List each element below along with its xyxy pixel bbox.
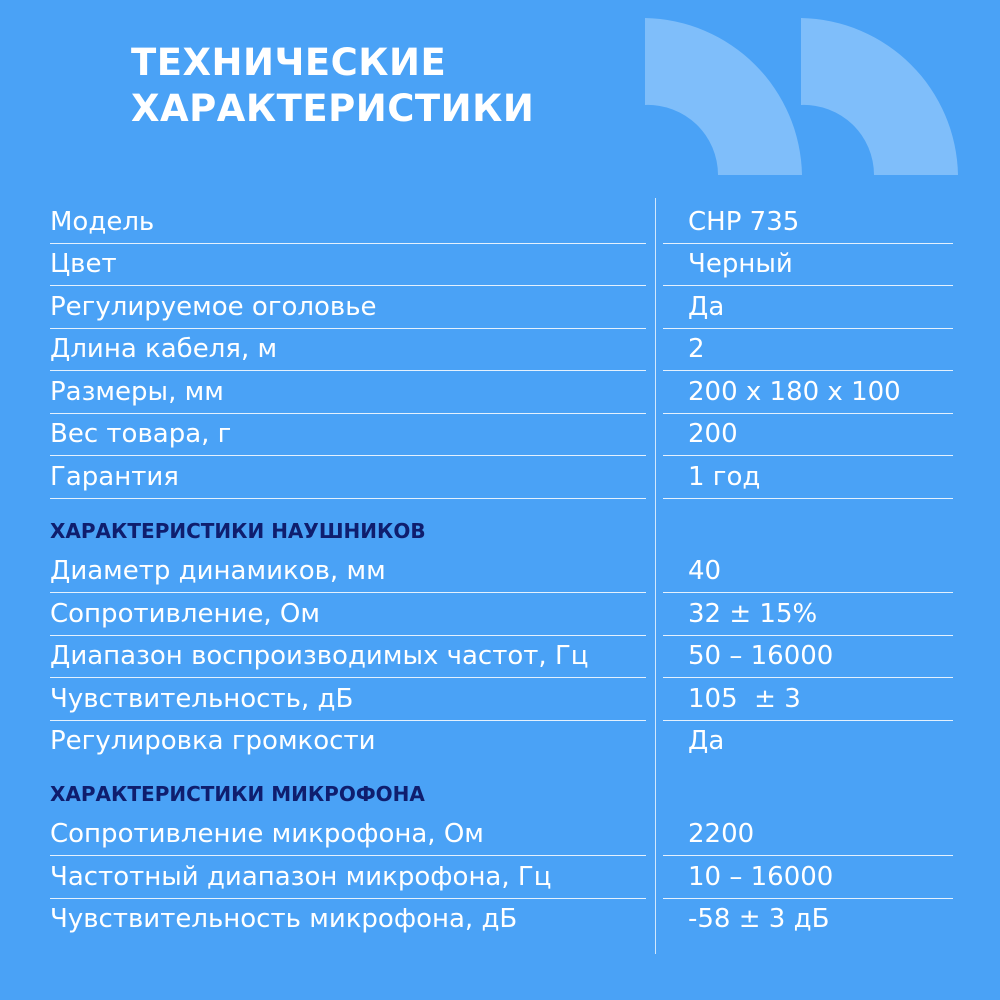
spec-value: 2200 [688,819,755,849]
quote-mark-icon [0,0,1000,200]
spec-value: Черный [688,249,793,279]
spec-value: 2 [688,334,705,364]
spec-value: 50 – 16000 [688,641,834,671]
spec-row-headband [0,288,1000,330]
spec-label: Вес товара, г [50,419,232,449]
spec-value: 10 – 16000 [688,862,834,892]
spec-label: Регулируемое оголовье [50,292,377,322]
spec-row-driver-diameter [0,552,1000,594]
spec-row-warranty [0,458,1000,500]
spec-label: Гарантия [50,462,179,492]
spec-row-color [0,245,1000,287]
spec-label: Регулировка громкости [50,726,376,756]
spec-row-mic-impedance [0,815,1000,857]
spec-row-frequency-range [0,637,1000,679]
spec-row-impedance [0,595,1000,637]
spec-value: 105 ± 3 [688,684,801,714]
spec-row-volume-control [0,722,1000,764]
spec-label: Сопротивление микрофона, Ом [50,819,484,849]
spec-label: Чувствительность микрофона, дБ [50,904,518,934]
spec-value: 200 [688,419,738,449]
spec-row-mic-sensitivity [0,900,1000,942]
spec-row-dimensions [0,373,1000,415]
spec-row-cable-length [0,330,1000,372]
spec-value: 1 год [688,462,761,492]
spec-row-weight [0,415,1000,457]
spec-value: 32 ± 15% [688,599,818,629]
spec-row-model [0,203,1000,245]
spec-label: Длина кабеля, м [50,334,278,364]
spec-value: Да [688,292,725,322]
spec-value: Да [688,726,725,756]
spec-label: Цвет [50,249,117,279]
page-title-line-1: ТЕХНИЧЕСКИЕ [131,41,447,84]
spec-label: Сопротивление, Ом [50,599,320,629]
spec-row-sensitivity [0,680,1000,722]
spec-value: CHP 735 [688,207,800,237]
page-title-line-2: ХАРАКТЕРИСТИКИ [131,87,535,130]
spec-value: 200 х 180 х 100 [688,377,901,407]
spec-label: Диапазон воспроизводимых частот, Гц [50,641,589,671]
section-heading-microphone: ХАРАКТЕРИСТИКИ МИКРОФОНА [50,782,425,806]
spec-value: 40 [688,556,722,586]
spec-row-mic-frequency-range [0,858,1000,900]
spec-label: Модель [50,207,155,237]
spec-label: Размеры, мм [50,377,224,407]
section-heading-headphones: ХАРАКТЕРИСТИКИ НАУШНИКОВ [50,519,426,543]
spec-value: -58 ± 3 дБ [688,904,830,934]
spec-label: Частотный диапазон микрофона, Гц [50,862,552,892]
spec-label: Чувствительность, дБ [50,684,354,714]
spec-label: Диаметр динамиков, мм [50,556,386,586]
